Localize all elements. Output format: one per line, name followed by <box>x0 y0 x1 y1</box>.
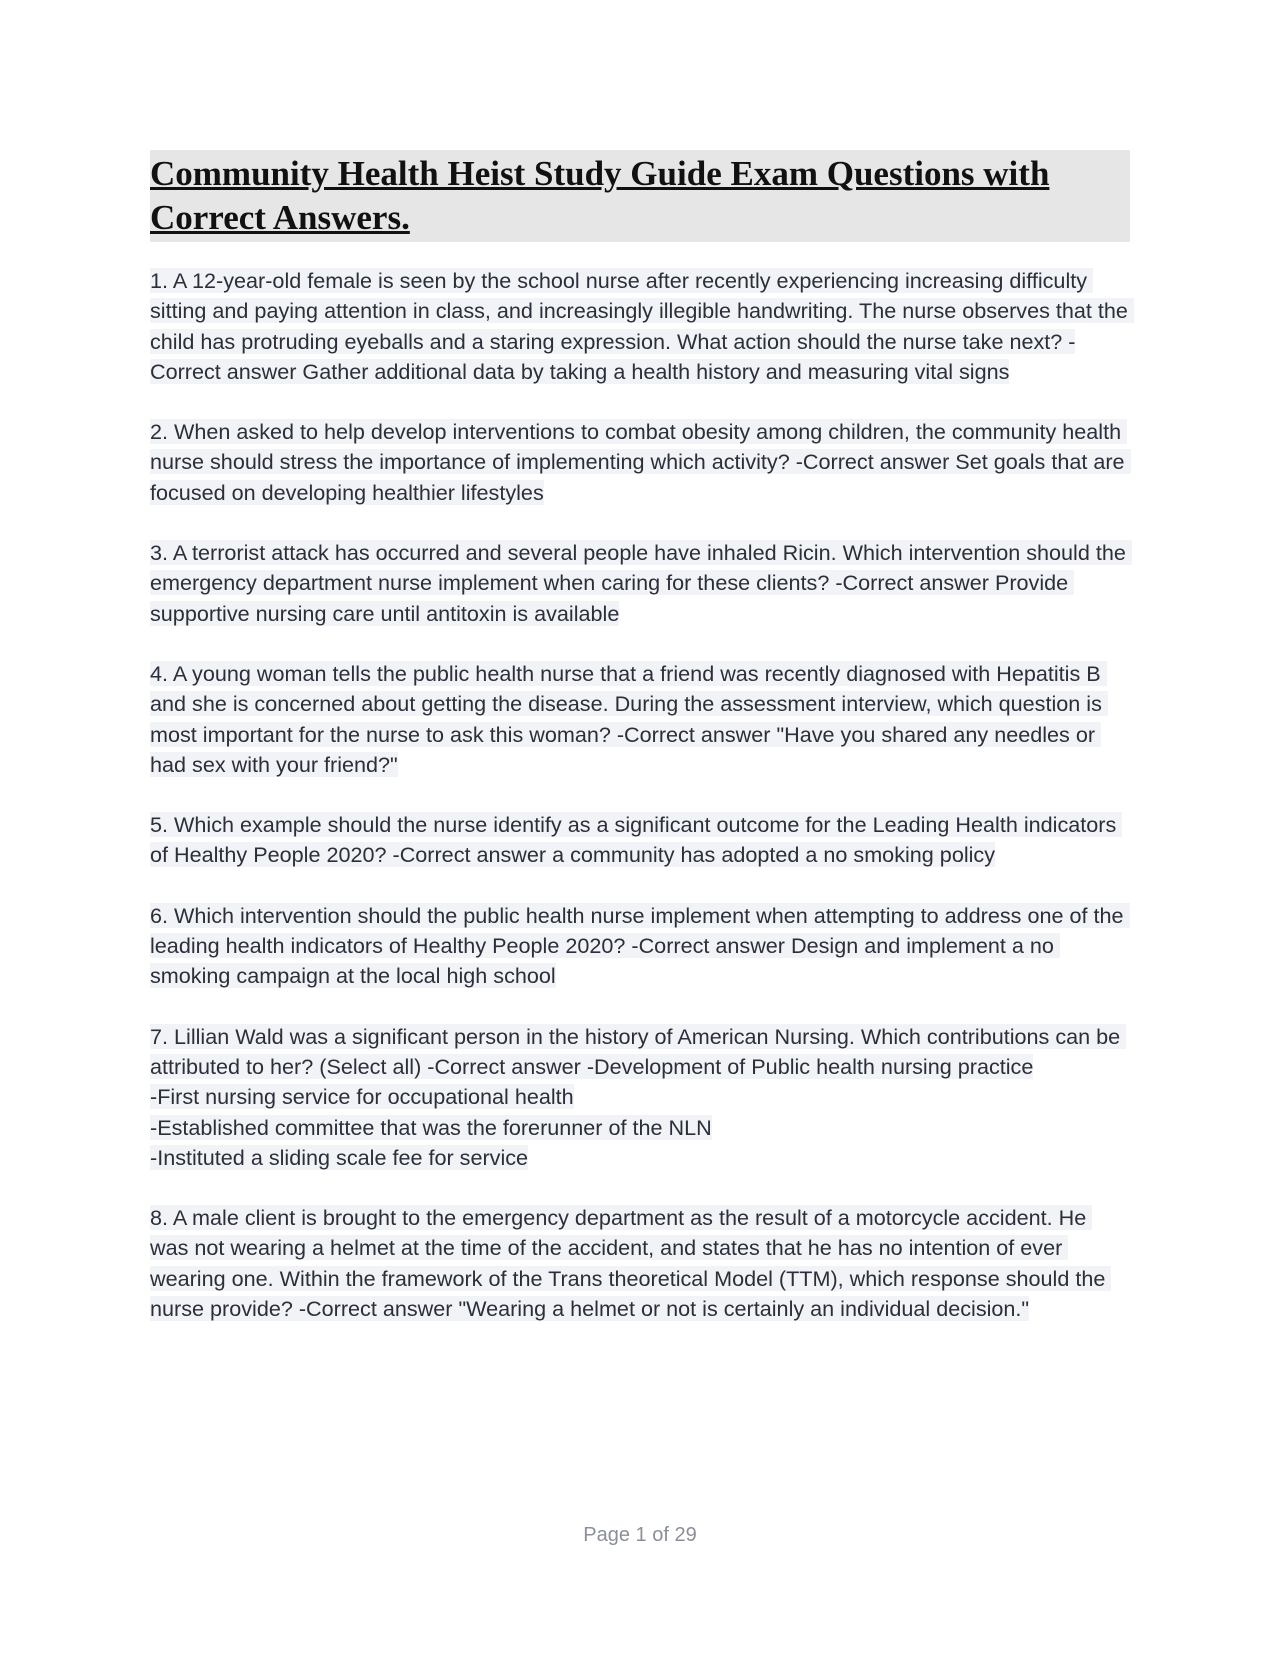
question-8-text: 8. A male client is brought to the emergency department as the result of a motorcycle accident. He was not wearing a helmet at the time of the accident, and states that he has no intention of ever wearing one. Within the framework of the Trans theoretical Model (TTM), which response should the nurse provide? -Correct answer "Wearing a helmet or not is certainly an individual decision." <box>150 1205 1112 1322</box>
question-6-text: 6. Which intervention should the public health nurse implement when attempting to address one of the leading health indicators of Healthy People 2020? -Correct answer Design and implement a no smoking campaign at the local high school <box>150 902 1130 989</box>
question-4 <box>150 659 1130 780</box>
question-2-text: 2. When asked to help develop interventions to combat obesity among children, the community health nurse should stress the importance of implementing which activity? -Correct answer Set goals that are focused on developing healthier lifestyles <box>150 419 1131 505</box>
question-8 <box>150 1203 1130 1324</box>
title-block <box>150 150 1130 242</box>
question-5-text: 5. Which example should the nurse identify as a significant outcome for the Leading Health indicators of Healthy People 2020? -Correct answer a community has adopted a no smoking policy <box>150 812 1123 868</box>
question-5 <box>150 810 1130 871</box>
question-7 <box>150 1022 1130 1173</box>
question-7-text: 7. Lillian Wald was a significant person in the history of American Nursing. Which contributions can be attributed to her? (Select all) -Correct answer -Development of Public health nursing practice -First nursing service for occupational health -Established committee that was the forerunner of the NLN -Instituted a sliding scale fee for service <box>150 1024 1126 1170</box>
document-content <box>150 150 1134 1354</box>
question-2 <box>150 417 1130 508</box>
document-title: Community Health Heist Study Guide Exam Questions with Correct Answers. <box>150 154 1050 237</box>
page-number-footer: Page 1 of 29 <box>583 1524 697 1546</box>
question-3-text: 3. A terrorist attack has occurred and several people have inhaled Ricin. Which intervention should the emergency department nurse implement when caring for these clients? -Correct answer Provide supportive nursing care until antitoxin is available <box>150 540 1132 626</box>
question-1 <box>150 266 1134 387</box>
question-3 <box>150 538 1130 629</box>
question-4-text: 4. A young woman tells the public health nurse that a friend was recently diagnosed with Hepatitis B and she is concerned about getting the disease. During the assessment interview, which question is most important for the nurse to ask this woman? -Correct answer "Have you shared any needles or had sex with your friend?" <box>150 660 1108 777</box>
question-6 <box>150 901 1130 992</box>
question-1-text: 1. A 12-year-old female is seen by the school nurse after recently experiencing increasing difficulty sitting and paying attention in class, and increasingly illegible handwriting. The nurse observes that the child has protruding eyeballs and a staring expression. What action should the nurse take next? -Correct answer Gather additional data by taking a health history and measuring vital signs <box>150 268 1134 384</box>
